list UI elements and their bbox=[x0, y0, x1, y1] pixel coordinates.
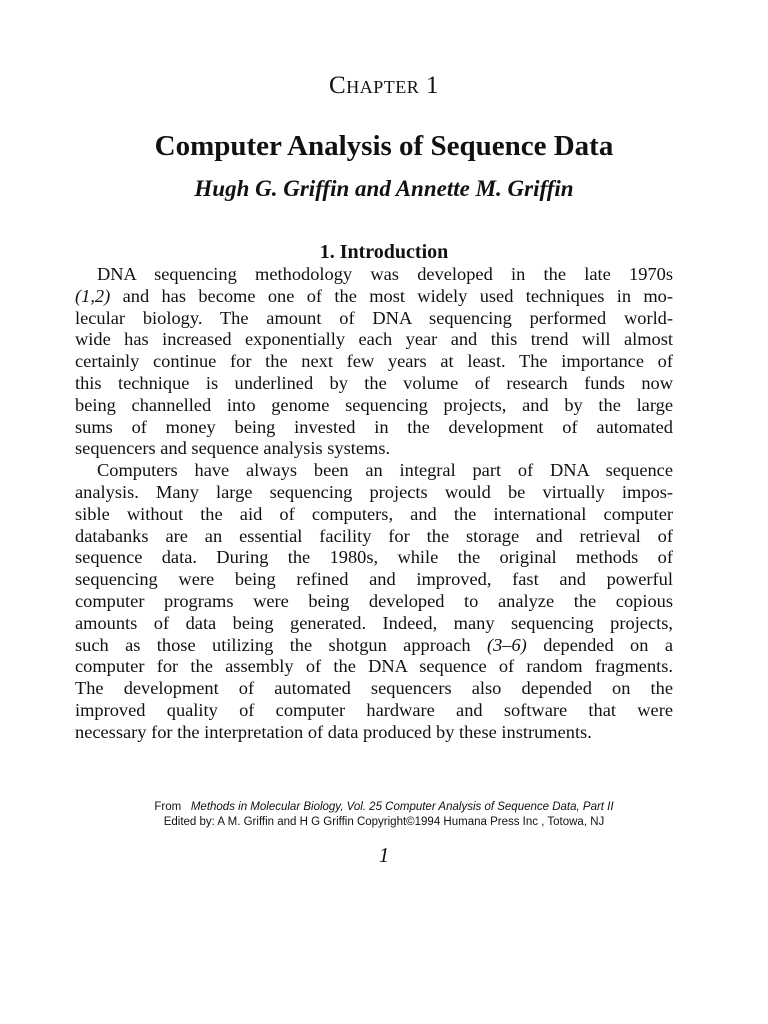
paragraph-line: lecular biology. The amount of DNA sequencing performed world- bbox=[75, 307, 673, 328]
paragraph-line: The development of automated sequencers also depended on the bbox=[75, 678, 673, 699]
paragraph-line: sequencing were being refined and improved, fast and powerful bbox=[75, 569, 673, 590]
footnote-source: Methods in Molecular Biology, Vol. 25 Computer Analysis of Sequence Data, Part II bbox=[190, 801, 614, 813]
footnote-line-1 bbox=[0, 800, 768, 815]
page-number: 1 bbox=[378, 843, 390, 867]
chapter-title: Computer Analysis of Sequence Data bbox=[154, 130, 614, 162]
chapter-number: 1 bbox=[425, 72, 439, 99]
paragraph-line: computer for the assembly of the DNA sequence of random fragments. bbox=[75, 656, 673, 677]
section-heading: 1. Introduction bbox=[319, 241, 449, 263]
paragraph-line: databanks are an essential facility for the storage and retrieval of bbox=[75, 525, 673, 546]
paragraph-line: necessary for the interpretation of data produced by these instruments. bbox=[75, 721, 592, 742]
paragraph-line: DNA sequencing methodology was developed in the late 1970s bbox=[97, 264, 673, 284]
paragraph-line: such as those utilizing the shotgun approach (3–6) depended on a bbox=[75, 634, 673, 655]
paragraph-line: analysis. Many large sequencing projects would be virtually impos- bbox=[75, 481, 673, 502]
author-names: Hugh G. Griffin and Annette M. Griffin bbox=[194, 176, 574, 201]
source-footnote bbox=[0, 800, 768, 830]
paragraph-line: sequencers and sequence analysis systems. bbox=[75, 438, 391, 459]
paragraph-line: sums of money being invested in the development of automated bbox=[75, 416, 673, 437]
body-text bbox=[75, 264, 673, 744]
paragraph-line: certainly continue for the next few years at least. The importance of bbox=[75, 351, 673, 372]
paragraph-line: this technique is underlined by the volume of research funds now bbox=[75, 372, 673, 393]
citation-reference: (3–6) bbox=[486, 634, 527, 655]
paragraph-line: improved quality of computer hardware and software that were bbox=[75, 699, 673, 720]
citation-reference: (1,2) bbox=[75, 285, 111, 306]
paragraph-line: sequence data. During the 1980s, while the original methods of bbox=[75, 547, 673, 568]
paragraph-line: Computers have always been an integral part of DNA sequence bbox=[97, 460, 673, 481]
paragraph-line: being channelled into genome sequencing projects, and by the large bbox=[75, 394, 673, 415]
footnote-line-2: Edited by: A M. Griffin and H G Griffin Copyright©1994 Humana Press Inc , Totowa, NJ bbox=[163, 816, 605, 828]
footnote-prefix: From bbox=[154, 801, 182, 813]
paragraph-line: wide has increased exponentially each year and this trend will almost bbox=[75, 329, 673, 350]
paragraph-line: sible without the aid of computers, and the international computer bbox=[75, 503, 673, 524]
chapter-label bbox=[0, 70, 768, 102]
chapter-word: Chapter bbox=[329, 72, 420, 99]
paragraph-line: amounts of data being generated. Indeed, many sequencing projects, bbox=[75, 612, 673, 633]
paragraph-line: computer programs were being developed to analyze the copious bbox=[75, 590, 673, 611]
paragraph-line: (1,2) and has become one of the most widely used techniques in mo- bbox=[75, 285, 673, 306]
